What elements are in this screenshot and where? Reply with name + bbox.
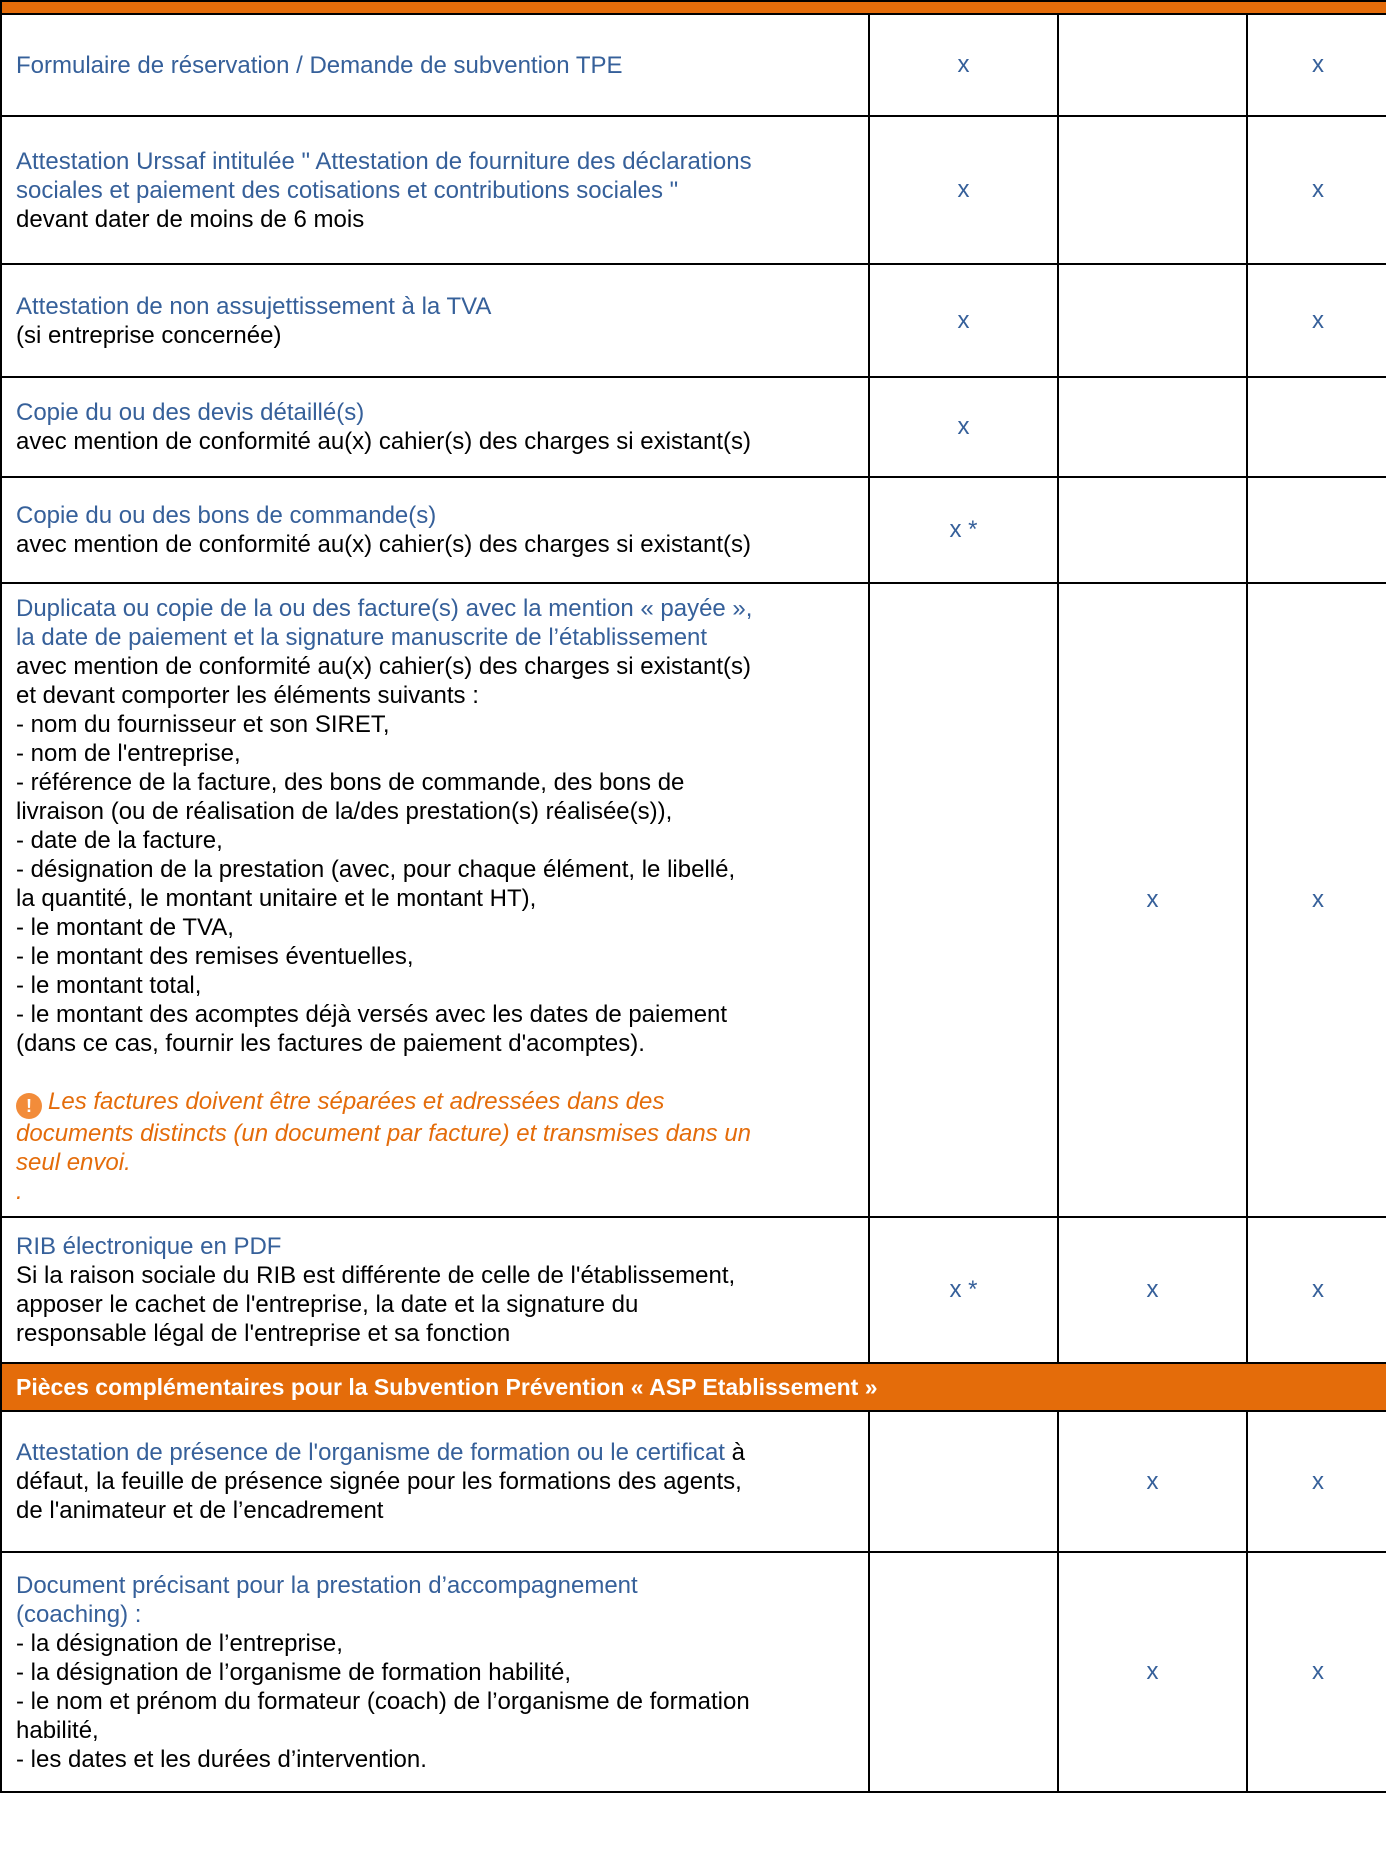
row-title: Copie du ou des bons de commande(s) bbox=[16, 502, 437, 529]
row-title-line: (coaching) : bbox=[16, 1600, 142, 1628]
trailing-dot: . bbox=[16, 1178, 23, 1205]
mark-col-2 bbox=[1058, 377, 1247, 477]
table-row-rib bbox=[1, 1217, 1386, 1363]
section-title: Pièces complémentaires pour la Subvention Prévention « ASP Etablissement » bbox=[1, 1363, 1386, 1411]
row-title-line: Attestation Urssaf intitulée " Attestation de fourniture des déclarations bbox=[16, 147, 752, 175]
row-detail-line: - nom du fournisseur et son SIRET, bbox=[16, 711, 390, 738]
row-title: Copie du ou des devis détaillé(s) bbox=[16, 399, 365, 426]
row-detail-line: responsable légal de l'entreprise et sa fonction bbox=[16, 1320, 511, 1347]
warning-line: seul envoi. bbox=[16, 1149, 131, 1176]
mark-col-1: x bbox=[869, 377, 1058, 477]
mark-col-2: x bbox=[1058, 1217, 1247, 1363]
row-detail-line: avec mention de conformité au(x) cahier(s) des charges si existant(s) bbox=[16, 531, 751, 558]
mark-col-2: x bbox=[1058, 1552, 1247, 1792]
row-detail-line: devant dater de moins de 6 mois bbox=[16, 205, 365, 233]
table-row bbox=[1, 264, 1386, 377]
row-detail-line: (dans ce cas, fournir les factures de paiement d'acomptes). bbox=[16, 1030, 645, 1057]
mark-col-1 bbox=[869, 1552, 1058, 1792]
mark-col-3: x bbox=[1247, 14, 1386, 116]
row-description bbox=[1, 1411, 869, 1552]
mark-col-1: x * bbox=[869, 477, 1058, 583]
row-detail-line: Si la raison sociale du RIB est différente de celle de l'établissement, bbox=[16, 1262, 736, 1289]
row-description bbox=[1, 14, 869, 116]
row-description bbox=[1, 477, 869, 583]
row-detail-line: - le montant des remises éventuelles, bbox=[16, 943, 414, 970]
mark-col-3: x bbox=[1247, 583, 1386, 1217]
row-detail-line: de l'animateur et de l’encadrement bbox=[16, 1497, 384, 1524]
mark-col-2 bbox=[1058, 477, 1247, 583]
mark-col-2 bbox=[1058, 264, 1247, 377]
row-detail-line: et devant comporter les éléments suivants : bbox=[16, 682, 479, 709]
row-detail-line: habilité, bbox=[16, 1716, 99, 1744]
mark-col-1: x bbox=[869, 14, 1058, 116]
row-detail-line: avec mention de conformité au(x) cahier(s) des charges si existant(s) bbox=[16, 428, 751, 455]
row-title-rest: à bbox=[724, 1439, 745, 1466]
mark-col-2: x bbox=[1058, 583, 1247, 1217]
mark-col-3 bbox=[1247, 377, 1386, 477]
mark-col-1: x bbox=[869, 116, 1058, 264]
mark-col-2 bbox=[1058, 116, 1247, 264]
mark-col-3: x bbox=[1247, 1217, 1386, 1363]
mark-col-2 bbox=[1058, 14, 1247, 116]
mark-col-2: x bbox=[1058, 1411, 1247, 1552]
mark-col-1: x bbox=[869, 264, 1058, 377]
row-detail-line: apposer le cachet de l'entreprise, la date et la signature du bbox=[16, 1291, 639, 1318]
row-detail-line: (si entreprise concernée) bbox=[16, 321, 282, 349]
section-band-top bbox=[1, 1, 1386, 14]
spacer bbox=[16, 1058, 858, 1087]
row-title-line: la date de paiement et la signature manuscrite de l’établissement bbox=[16, 624, 708, 651]
row-detail-line: défaut, la feuille de présence signée pour les formations des agents, bbox=[16, 1468, 742, 1495]
row-detail-line: - référence de la facture, des bons de commande, des bons de bbox=[16, 769, 685, 796]
row-detail-line: livraison (ou de réalisation de la/des prestation(s) réalisée(s)), bbox=[16, 798, 673, 825]
row-title-line: Duplicata ou copie de la ou des facture(s) avec la mention « payée », bbox=[16, 595, 753, 622]
row-detail-line: - la désignation de l’organisme de formation habilité, bbox=[16, 1658, 571, 1686]
row-detail-line: la quantité, le montant unitaire et le montant HT), bbox=[16, 885, 537, 912]
row-detail-line: - désignation de la prestation (avec, pour chaque élément, le libellé, bbox=[16, 856, 736, 883]
mark-col-3: x bbox=[1247, 264, 1386, 377]
section-band bbox=[1, 1363, 1386, 1411]
row-detail-line: - le montant total, bbox=[16, 972, 202, 999]
warning-text: Les factures doivent être séparées et adressées dans des bbox=[48, 1088, 665, 1115]
row-title: Attestation de non assujettissement à la TVA bbox=[16, 292, 492, 320]
row-title-line: Document précisant pour la prestation d’accompagnement bbox=[16, 1571, 638, 1599]
row-detail-line: - les dates et les durées d’intervention. bbox=[16, 1745, 427, 1773]
row-detail-line: - nom de l'entreprise, bbox=[16, 740, 241, 767]
mark-col-1 bbox=[869, 1411, 1058, 1552]
warning-line: documents distincts (un document par facture) et transmises dans un bbox=[16, 1120, 752, 1147]
table-row bbox=[1, 377, 1386, 477]
mark-col-1: x * bbox=[869, 1217, 1058, 1363]
row-title: RIB électronique en PDF bbox=[16, 1233, 282, 1260]
row-title: Formulaire de réservation / Demande de subvention TPE bbox=[16, 51, 623, 79]
mark-col-1 bbox=[869, 583, 1058, 1217]
mark-col-3: x bbox=[1247, 116, 1386, 264]
row-description bbox=[1, 583, 869, 1217]
table-row bbox=[1, 116, 1386, 264]
mark-col-3 bbox=[1247, 477, 1386, 583]
warning-line bbox=[16, 1087, 858, 1119]
row-detail-line: - la désignation de l’entreprise, bbox=[16, 1629, 343, 1657]
row-description bbox=[1, 264, 869, 377]
table-row bbox=[1, 477, 1386, 583]
row-detail-line: - le montant de TVA, bbox=[16, 914, 234, 941]
table-row bbox=[1, 1411, 1386, 1552]
row-description bbox=[1, 1552, 869, 1792]
mark-col-3: x bbox=[1247, 1411, 1386, 1552]
row-title-line bbox=[16, 1438, 858, 1467]
row-title-line: sociales et paiement des cotisations et contributions sociales " bbox=[16, 176, 679, 204]
table-row bbox=[1, 14, 1386, 116]
row-detail-line: avec mention de conformité au(x) cahier(s) des charges si existant(s) bbox=[16, 653, 751, 680]
mark-col-3: x bbox=[1247, 1552, 1386, 1792]
table-row-factures bbox=[1, 583, 1386, 1217]
row-detail-line: - date de la facture, bbox=[16, 827, 223, 854]
row-description bbox=[1, 1217, 869, 1363]
section-band-top-cell bbox=[1, 1, 1386, 14]
row-description bbox=[1, 116, 869, 264]
warning-icon: ! bbox=[16, 1093, 42, 1119]
row-detail-line: - le nom et prénom du formateur (coach) de l’organisme de formation bbox=[16, 1687, 750, 1715]
table-row bbox=[1, 1552, 1386, 1792]
row-detail-line: - le montant des acomptes déjà versés avec les dates de paiement bbox=[16, 1001, 728, 1028]
row-title: Attestation de présence de l'organisme de formation ou le certificat bbox=[16, 1439, 725, 1466]
row-description bbox=[1, 377, 869, 477]
